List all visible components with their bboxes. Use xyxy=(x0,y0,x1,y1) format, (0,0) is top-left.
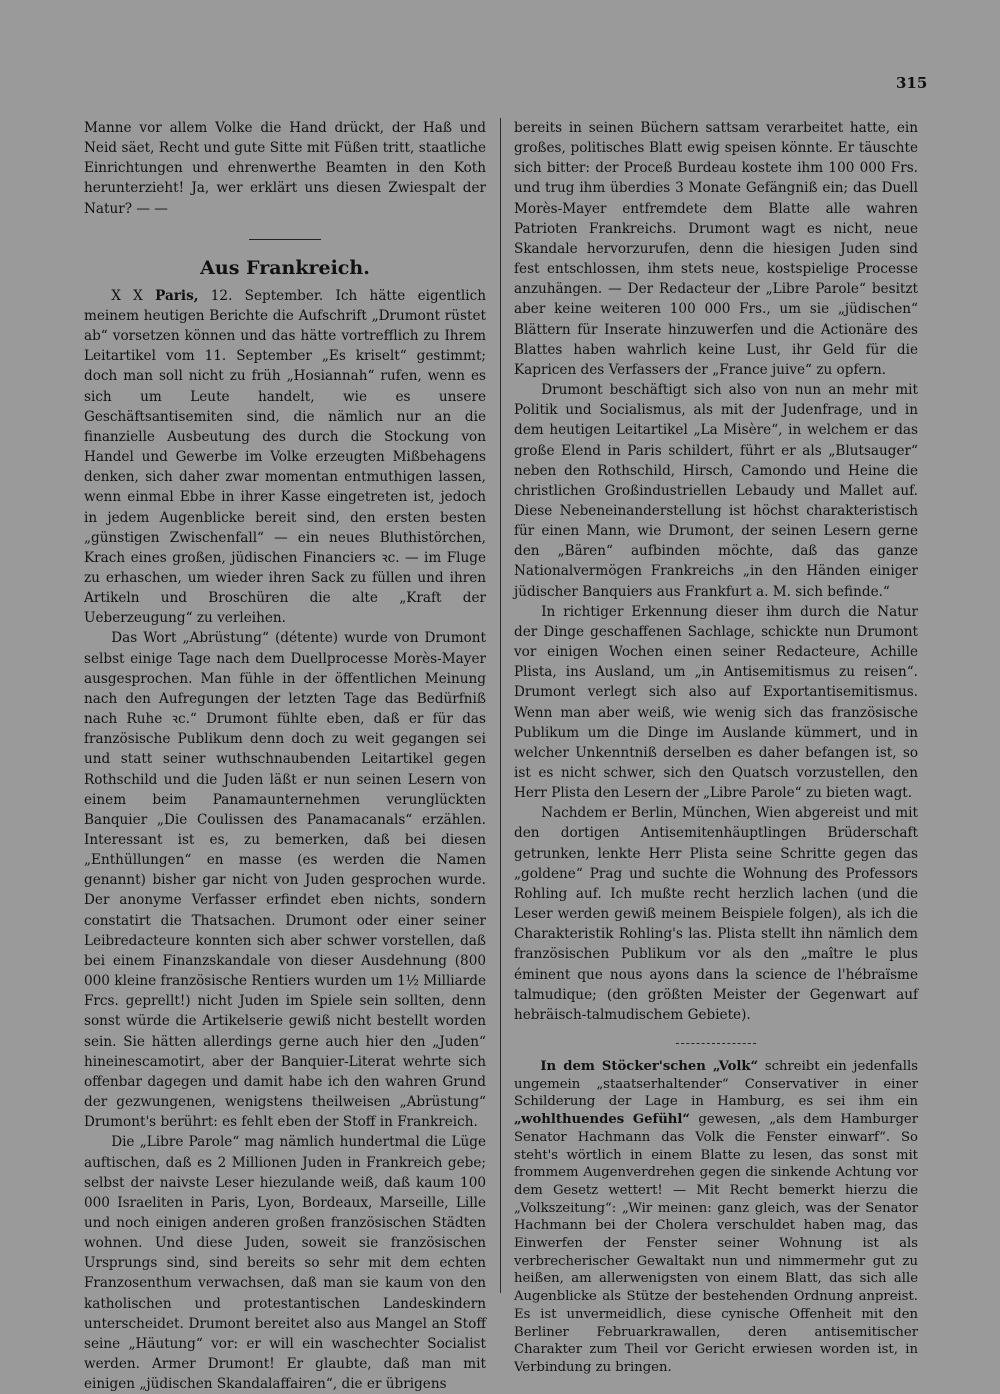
section-divider xyxy=(249,239,321,240)
right-column xyxy=(514,118,918,1377)
dateline-prefix: X X xyxy=(111,287,143,304)
intro-paragraph: Manne vor allem Volke die Hand drückt, der Haß und Neid säet, Recht und gute Sitte mit Füßen tritt, staatliche Einrichtungen und ehrenwerthe Beamten in den Koth herunterzieht! Ja, wer erklärt uns diesen Zwiespalt der Natur? — — xyxy=(84,120,486,217)
column-rule xyxy=(500,118,501,1293)
note-text: gewesen, „als dem Hamburger Senator Hachmann das Volk die Fenster einwarf“. So steht's wörtlich in einem Blatte zu lesen, das sonst mit frommem Augenverdrehen gegen die sinkende Achtung vor dem Gesetz wettert! — Mit Recht bemerkt hierzu die „Volkszeitung“: „Wir meinen: ganz gleich, was der Senator Hachmann bei der Cholera verschuldet haben mag, das Einwerfen der Fenster seiner Wohnung ist als verbrecherischer Gewaltakt nun und nimmermehr gut zu heißen, am allerwenigsten von einem Blatt, das sich alle Augenblicke als Stütze der bestehenden Ordnung anpreist. Es ist unvermeidlich, diese cynische Offenheit mit den Berliner Februarkrawallen, deren antisemitischer Charakter zum Theil vor Gericht erwiesen worden ist, in Verbindung zu bringen. xyxy=(514,1112,918,1375)
note-lead: In dem Stöcker'schen „Volk“ xyxy=(540,1059,759,1075)
paragraph-text: Ich hätte eigentlich meinem heutigen Berichte die Aufschrift „Drumont rüstet ab“ vorsetzen können und das hätte vortrefflich zu Ihrem Leitartikel vom 11. September „Es kriselt“ gestimmt; doch man soll nicht zu früh „Hosiannah“ rufen, wenn es sich um Leute handelt, wie es unsere Geschäftsantisemiten sind, die nämlich nur an die finanzielle Ausbeutung des durch die Stockung von Handel und Gewerbe im Volke erzeugten Mißbehagens denken, sich daher zwar momentan entmuthigen lassen, wenn einmal Ebbe in ihrer Kasse eingetreten ist, jedoch in jedem Augenblicke bereit sind, den ersten besten „günstigen Zwischenfall“ — ein neues Bluthistörchen, Krach eines großen, jüdischen Financiers ꝛc. — im Fluge zu erhaschen, um wieder ihren Sack zu füllen und ihren Artikeln und Broschüren die alte „Kraft der Ueberzeugung“ zu verleihen. xyxy=(84,287,486,627)
left-column xyxy=(84,118,486,1394)
article-paragraph-1 xyxy=(84,286,486,629)
article-paragraph-6: Nachdem er Berlin, München, Wien abgereist und mit den dortigen Antisemitenhäuptlingen Brüderschaft getrunken, lenkte Herr Plista seine Schritte gegen das „goldene“ Prag und suchte die Wohnung des Professors Rohling auf. Ich mußte recht herzlich lachen (und die Leser werden gewiß meinem Beispiele folgen), als ich die Charakteristik Rohling's las. Plista stellt ihn nämlich dem französischen Publikum vor als den „maître le plus éminent que nous ayons dans la science de l'hébraïsme talmudique; (den größten Meister der Gegenwart auf hebräisch-talmudischem Gebiete). xyxy=(514,805,918,1023)
section-title: Aus Frankreich. xyxy=(200,256,370,279)
dateline-place: Paris, xyxy=(155,287,199,304)
note-text: schreibt ein jedenfalls ungemein „staatserhaltender“ Conservativer in einer Schilderung der Lage in Hamburg, es sei ihm ein xyxy=(514,1059,919,1110)
note-emphasis: „wohlthuendes Gefühl“ xyxy=(514,1112,690,1128)
section-divider xyxy=(676,1043,756,1044)
article-paragraph-continued: bereits in seinen Büchern sattsam verarbeitet hatte, ein großes, politisches Blatt ewig speisen könnte. Er täuschte sich bitter: der Proceß Burdeau kostete ihm 100 000 Frs. und trug ihm überdies 3 Monate Gefängniß ein; das Duell Morès-Mayer entfremdete dem Blatte alle wahren Patrioten Frankreichs. Drumont wagt es nicht, neue Skandale hervorzurufen, denn die hiesigen Juden sind fest entschlossen, ihm stets neue, kostspielige Processe anzuhängen. — Der Redacteur der „Libre Parole“ besitzt aber keine weiteren 100 000 Frs., um sie „jüdischen“ Blättern für Inserate hinzuwerfen und die Actionäre des Blattes haben wahrlich keine Lust, ihr Geld für die Kapricen des Verfassers der „France juive“ zu opfern. xyxy=(514,120,918,378)
article-paragraph-4: Drumont beschäftigt sich also von nun an mehr mit Politik und Socialismus, als mit der Judenfrage, und in dem heutigen Leitartikel „La Misère“, in welchem er das große Elend in Paris schildert, führt er als „Blutsauger“ neben den Rothschild, Hirsch, Camondo und Heine die christlichen Großindustriellen Lebaudy und Mallet auf. Diese Nebeneinanderstellung ist höchst charakteristisch für einen Mann, wie Drumont, der seinen Lesern gerne den „Bären“ aufbinden möchte, daß das ganze Nationalvermögen Frankreichs „in den Händen einiger jüdischer Banquiers aus Frankfurt a. M. sich befinde.“ xyxy=(514,382,918,600)
article-paragraph-3: Die „Libre Parole“ mag nämlich hundertmal die Lüge auftischen, daß es 2 Millionen Juden in Frankreich gebe; selbst der naivste Leser hiezulande weiß, daß kaum 100 000 Israeliten in Paris, Lyon, Bordeaux, Marseille, Lille und noch einigen anderen großen französischen Städten wohnen. Und diese Juden, soweit sie französischen Ursprungs sind, sind bereits so sehr mit dem echten Franzosenthum verwachsen, daß man sie kaum von den katholischen und protestantischen Landeskindern unterscheidet. Drumont bereitet also aus Mangel an Stoff seine „Häutung“ vor: er will ein waschechter Socialist werden. Armer Drumont! Er glaubte, daß man mit einigen „jüdischen Skandalaffairen“, die er übrigens xyxy=(84,1134,486,1393)
dateline-date: 12. September. xyxy=(210,287,324,304)
page-number: 315 xyxy=(896,74,928,92)
news-note xyxy=(514,1058,918,1377)
article-paragraph-2: Das Wort „Abrüstung“ (détente) wurde von Drumont selbst einige Tage nach dem Duellprocesse Morès-Mayer ausgesprochen. Man fühle in der öffentlichen Meinung nach den Aufregungen der letzten Tage das Bedürfniß nach Ruhe ꝛc.“ Drumont fühlte eben, daß er für das französische Publikum denn doch zu weit gegangen sei und statt seiner wuthschnaubenden Leitartikel gegen Rothschild und die Juden läßt er nun seinen Lesern von einem beim Panamaunternehmen verunglückten Banquier „Die Coulissen des Panamacanals“ erzählen. Interessant ist es, zu bemerken, daß bei diesen „Enthüllungen“ en masse (es werden die Namen genannt) bisher gar nicht von Juden gesprochen wurde. Der anonyme Verfasser erfindet eben nichts, sondern constatirt die Thatsachen. Drumont oder einer seiner Leibredacteure konnten sich aber schwer vorstellen, daß bei einem Finanzskandale von dieser Ausdehnung (800 000 kleine französische Rentiers wurden um 1½ Milliarde Frcs. geprellt!) nicht Juden im Spiele sein sollten, denn sonst würde die Artikelserie gewiß nicht bestellt worden sein. Sie hätten allerdings gerne auch hier den „Juden“ hineinescamotirt, aber der Banquier-Literat wehrte sich offenbar dagegen und damit habe ich den wahren Grund der gezwungenen, wenigstens theilweisen „Abrüstung“ Drumont's berührt: es fehlt eben der Stoff in Frankreich. xyxy=(84,630,486,1131)
article-paragraph-5: In richtiger Erkennung dieser ihm durch die Natur der Dinge geschaffenen Sachlage, schickte nun Drumont vor einigen Wochen einen seiner Redacteure, Achille Plista, ins Ausland, um „in Antisemitismus zu reisen“. Drumont verlegt sich also auf Exportantisemitismus. Wenn man aber weiß, wie wenig sich das französische Publikum um die Dinge im Auslande kümmert, und in welcher Unkenntniß derselben es daher befangen ist, so ist es nicht schwer, sich den Quatsch vorzustellen, den Herr Plista den Lesern der „Libre Parole“ zu bieten wagt. xyxy=(514,603,918,802)
